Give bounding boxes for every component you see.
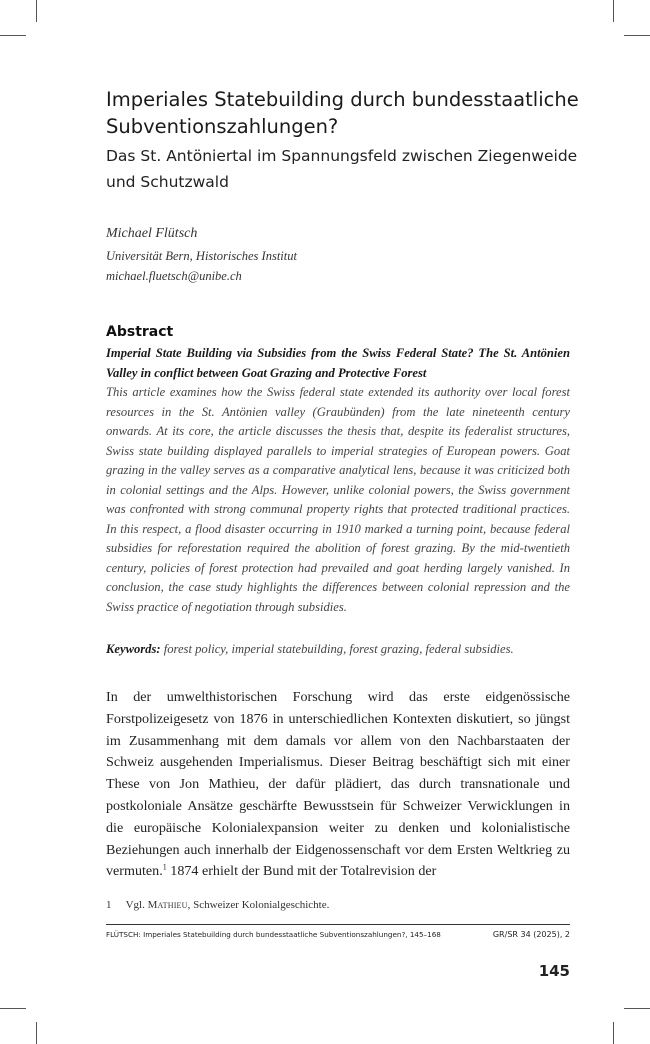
article-title: Imperiales Statebuilding durch bundesstaatliche Subventionszahlungen? <box>106 88 579 138</box>
running-footer <box>106 929 570 941</box>
abstract-body: This article examines how the Swiss federal state extended its authority over local forest resources in the St. Antönien valley (Graubünden) from the late nineteenth century onwards. At its core, the article discusses the thesis that, despite its federalist structures, Swiss state building displayed parallels to imperial strategies of European powers. Goat grazing in the valley serves as a comparative analytical lens, because it was criticized both in colonial settings and the Alps. However, unlike colonial powers, the Swiss government was confronted with strong communal property rights that protected traditional practices. In this respect, a flood disaster occurring in 1910 marked a turning point, because federal subsidies for reforestation required the abolition of forest grazing. By the mid-twentieth century, policies of forest protection had prevailed and goat herding largely vanished. In conclusion, the case study highlights the differences between colonial repression and the Swiss practice of negotiation through subsidies. <box>106 385 570 614</box>
footnote-reference: 1 <box>162 862 167 872</box>
keywords-text: forest policy, imperial statebuilding, forest grazing, federal subsidies. <box>163 642 514 656</box>
abstract-title: Imperial State Building via Subsidies from the Swiss Federal State? The St. Antönien Valley in conflict between Goat Grazing and Protective Forest <box>106 346 570 380</box>
crop-mark <box>36 0 37 22</box>
running-footer-left: FLÜTSCH: Imperiales Statebuilding durch bundesstaatliche Subventionszahlungen?, 145–168 <box>106 930 441 939</box>
footnote <box>106 897 570 913</box>
abstract-section <box>106 322 570 617</box>
footnote-prefix: Vgl. <box>125 899 145 911</box>
crop-mark <box>0 1008 26 1009</box>
abstract-heading: Abstract <box>106 324 174 340</box>
keywords-label: Keywords: <box>106 642 161 656</box>
body-text-part: 1874 erhielt der Bund mit der Totalrevision der <box>166 863 437 880</box>
title-block <box>106 86 606 195</box>
crop-mark <box>624 1008 650 1009</box>
crop-mark <box>36 1022 37 1044</box>
crop-mark <box>624 35 650 36</box>
article-subtitle: Das St. Antöniertal im Spannungsfeld zwischen Ziegenweide und Schutzwald <box>106 147 578 191</box>
running-footer-right: GR/SR 34 (2025), 2 <box>492 930 570 939</box>
body-text-part: In der umwelthistorischen Forschung wird das erste eidgenössische Forstpolizeigesetz von 1876 in unterschiedlichen Kontexten diskutiert, so jüngst im Zusammenhang mit dem damals vor allem von den Nachbarstaaten der Schweiz ausgehenden Imperialismus. Dieser Beitrag beschäftigt sich mit einer These von Jon Mathieu, der dafür plädiert, das durch transnationale und postkoloniale Ansätze geschärfte Bewusstsein für Schweizer Verwicklungen in die europäische Kolonialexpansion weiter zu denken und kolonialistische Beziehungen auch innerhalb der Eidgenossenschaft vor dem Ersten Weltkrieg zu vermuten. <box>106 689 570 880</box>
footnote-number: 1 <box>106 899 112 911</box>
crop-mark <box>613 0 614 22</box>
author-block <box>106 222 566 286</box>
crop-mark <box>613 1022 614 1044</box>
author-email: michael.fluetsch@unibe.ch <box>106 269 242 283</box>
footer-rule <box>106 924 570 925</box>
footnote-rest: , Schweizer Kolonialgeschichte. <box>187 899 330 911</box>
author-name: Michael Flütsch <box>106 226 198 241</box>
crop-mark <box>0 35 26 36</box>
footnote-author: Mathieu <box>147 899 188 911</box>
keywords <box>106 640 570 659</box>
page-number: 145 <box>538 962 570 980</box>
body-paragraph <box>106 687 570 883</box>
author-affiliation: Universität Bern, Historisches Institut <box>106 249 297 263</box>
